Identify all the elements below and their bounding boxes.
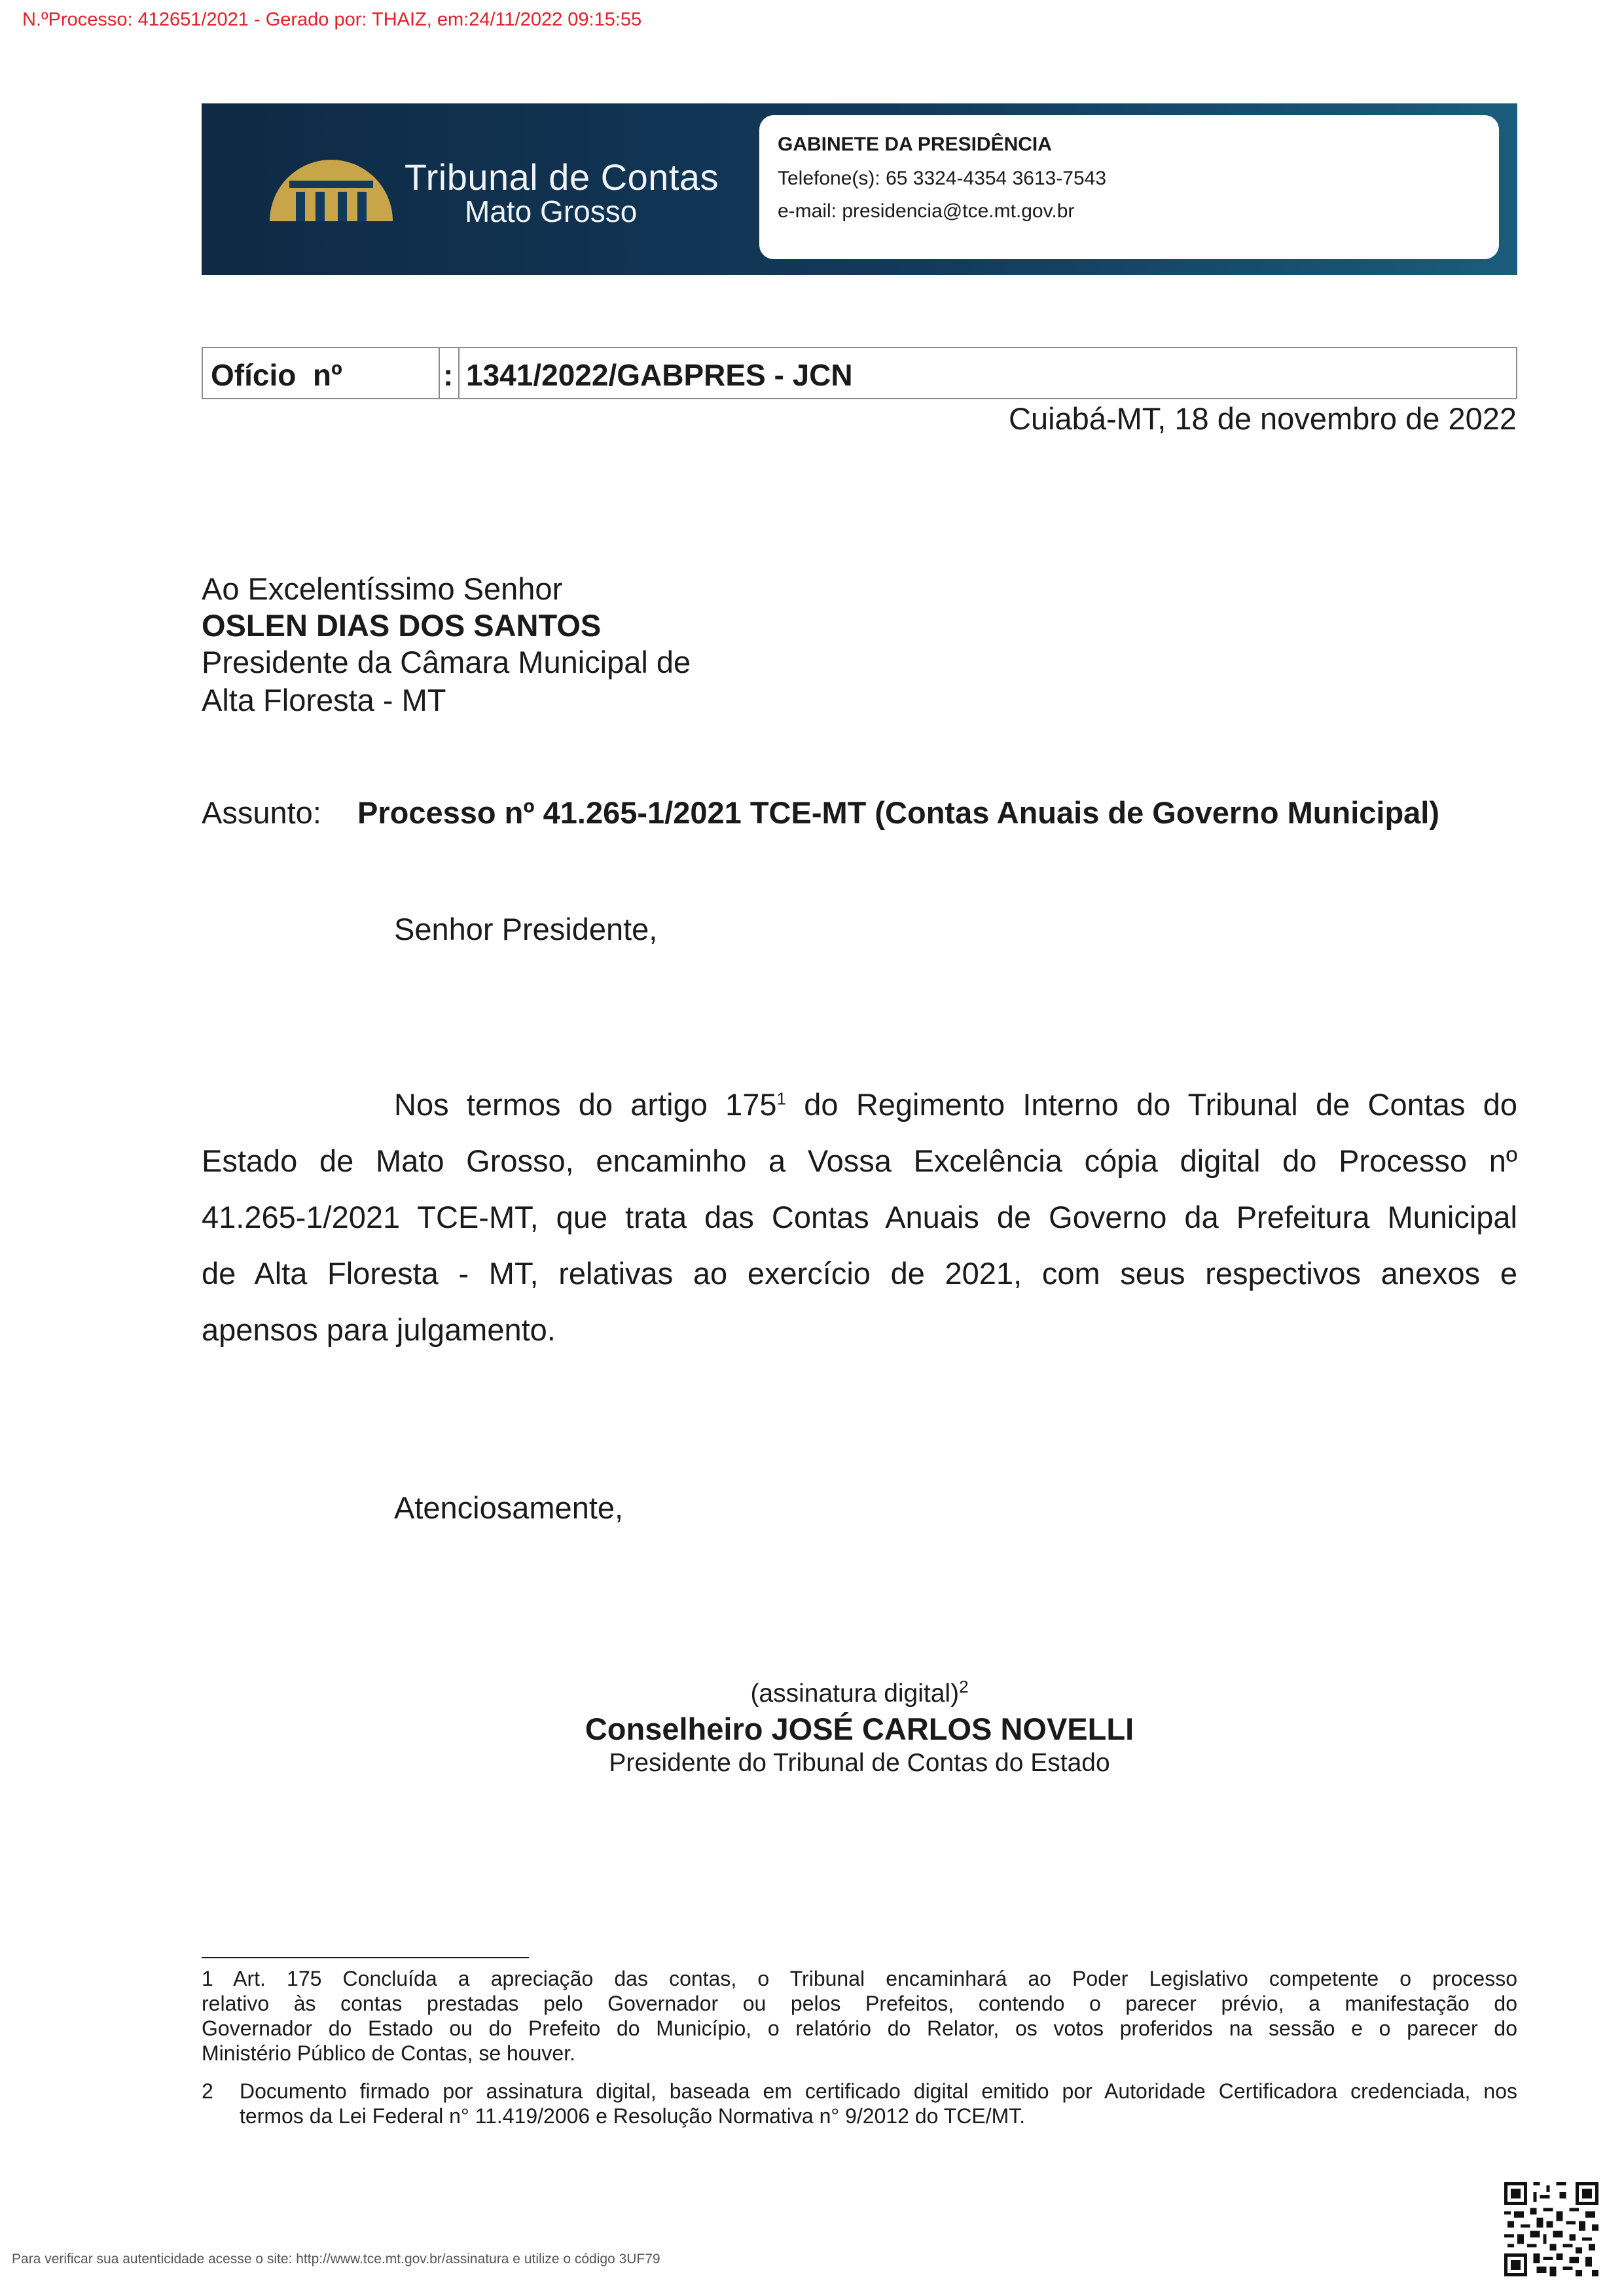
footnote-line: relativo às contas prestadas pelo Governador ou pelos Prefeitos, contendo o parecer prévio, a manifestação do xyxy=(202,1992,1517,2015)
footnote-body xyxy=(240,2079,1517,2128)
oficio-label: Ofício nº xyxy=(211,358,342,392)
oficio-colon: : xyxy=(443,358,454,392)
qr-code-icon[interactable] xyxy=(1504,2182,1598,2276)
body-line: Estado de Mato Grosso, encaminho a Vossa Excelência cópia digital do Processo nº xyxy=(202,1143,1517,1178)
subject-label: Assunto: xyxy=(202,795,321,830)
footnote-number: 2 xyxy=(202,2079,213,2103)
signature-note-text: (assinatura digital) xyxy=(750,1679,960,1708)
closing: Atenciosamente, xyxy=(394,1490,624,1525)
office-heading: GABINETE DA PRESIDÊNCIA xyxy=(778,134,1052,155)
office-phones: Telefone(s): 65 3324-4354 3613-7543 xyxy=(778,168,1107,189)
oficio-divider xyxy=(439,348,440,398)
footnote-1 xyxy=(202,1966,1517,2066)
footnote-line: termos da Lei Federal n° 11.419/2006 e Resolução Normativa n° 9/2012 do TCE/MT. xyxy=(240,2104,1026,2128)
contact-card xyxy=(759,115,1499,259)
oficio-divider xyxy=(458,348,460,398)
logo-subtitle: Mato Grosso xyxy=(465,194,638,228)
footnote-line: Documento firmado por assinatura digital, baseada em certificado digital emitido por Autoridade Certificadora credenciada, nos xyxy=(240,2079,1517,2103)
process-stamp: N.ºProcesso: 412651/2021 - Gerado por: THAIZ, em:24/11/2022 09:15:55 xyxy=(22,9,642,30)
office-email: e-mail: presidencia@tce.mt.gov.br xyxy=(778,200,1075,222)
verification-text: Para verificar sua autenticidade acesse o site: http://www.tce.mt.gov.br/assinatura e utilize o código 3UF79 xyxy=(12,2251,660,2267)
addressee-name: OSLEN DIAS DOS SANTOS xyxy=(202,608,602,643)
body-line: 41.265-1/2021 TCE-MT, que trata das Contas Anuais de Governo da Prefeitura Municipal xyxy=(202,1200,1517,1234)
columns-emblem-icon xyxy=(270,140,393,221)
body-text: Nos termos do artigo 175 xyxy=(394,1087,777,1122)
footnote-line: Governador do Estado ou do Prefeito do Município, o relatório do Relator, os votos proferidos na sessão e o parecer do xyxy=(202,2017,1517,2040)
oficio-number: 1341/2022/GABPRES - JCN xyxy=(466,358,853,392)
footnote-ref: 2 xyxy=(959,1677,969,1696)
body-line xyxy=(202,1086,1517,1123)
addressee-title: Presidente da Câmara Municipal de xyxy=(202,645,691,679)
date-line: Cuiabá-MT, 18 de novembro de 2022 xyxy=(1009,401,1517,436)
logo-title: Tribunal de Contas xyxy=(405,156,719,198)
signature-name: Conselheiro JOSÉ CARLOS NOVELLI xyxy=(585,1712,1134,1746)
addressee-city: Alta Floresta - MT xyxy=(202,683,446,717)
salutation: Senhor Presidente, xyxy=(394,912,658,946)
footnote-ref: 1 xyxy=(776,1088,787,1109)
oficio-box xyxy=(202,347,1517,399)
footnote-line: 1 Art. 175 Concluída a apreciação das contas, o Tribunal encaminhará ao Poder Legislativo competente o processo xyxy=(202,1967,1517,1990)
body-line: de Alta Floresta - MT, relativas ao exercício de 2021, com seus respectivos anexos e xyxy=(202,1256,1517,1291)
addressee-greeting: Ao Excelentíssimo Senhor xyxy=(202,571,563,606)
body-text: do Regimento Interno do Tribunal de Contas do xyxy=(786,1087,1517,1122)
signature-role: Presidente do Tribunal de Contas do Estado xyxy=(609,1749,1110,1777)
signature-note xyxy=(202,1679,1517,1708)
footnote-rule xyxy=(202,1957,529,1958)
subject-text: Processo nº 41.265-1/2021 TCE-MT (Contas Anuais de Governo Municipal) xyxy=(357,795,1440,830)
footnote-line: Ministério Público de Contas, se houver. xyxy=(202,2041,575,2065)
body-line: apensos para julgamento. xyxy=(202,1312,556,1347)
header-banner xyxy=(202,103,1517,275)
